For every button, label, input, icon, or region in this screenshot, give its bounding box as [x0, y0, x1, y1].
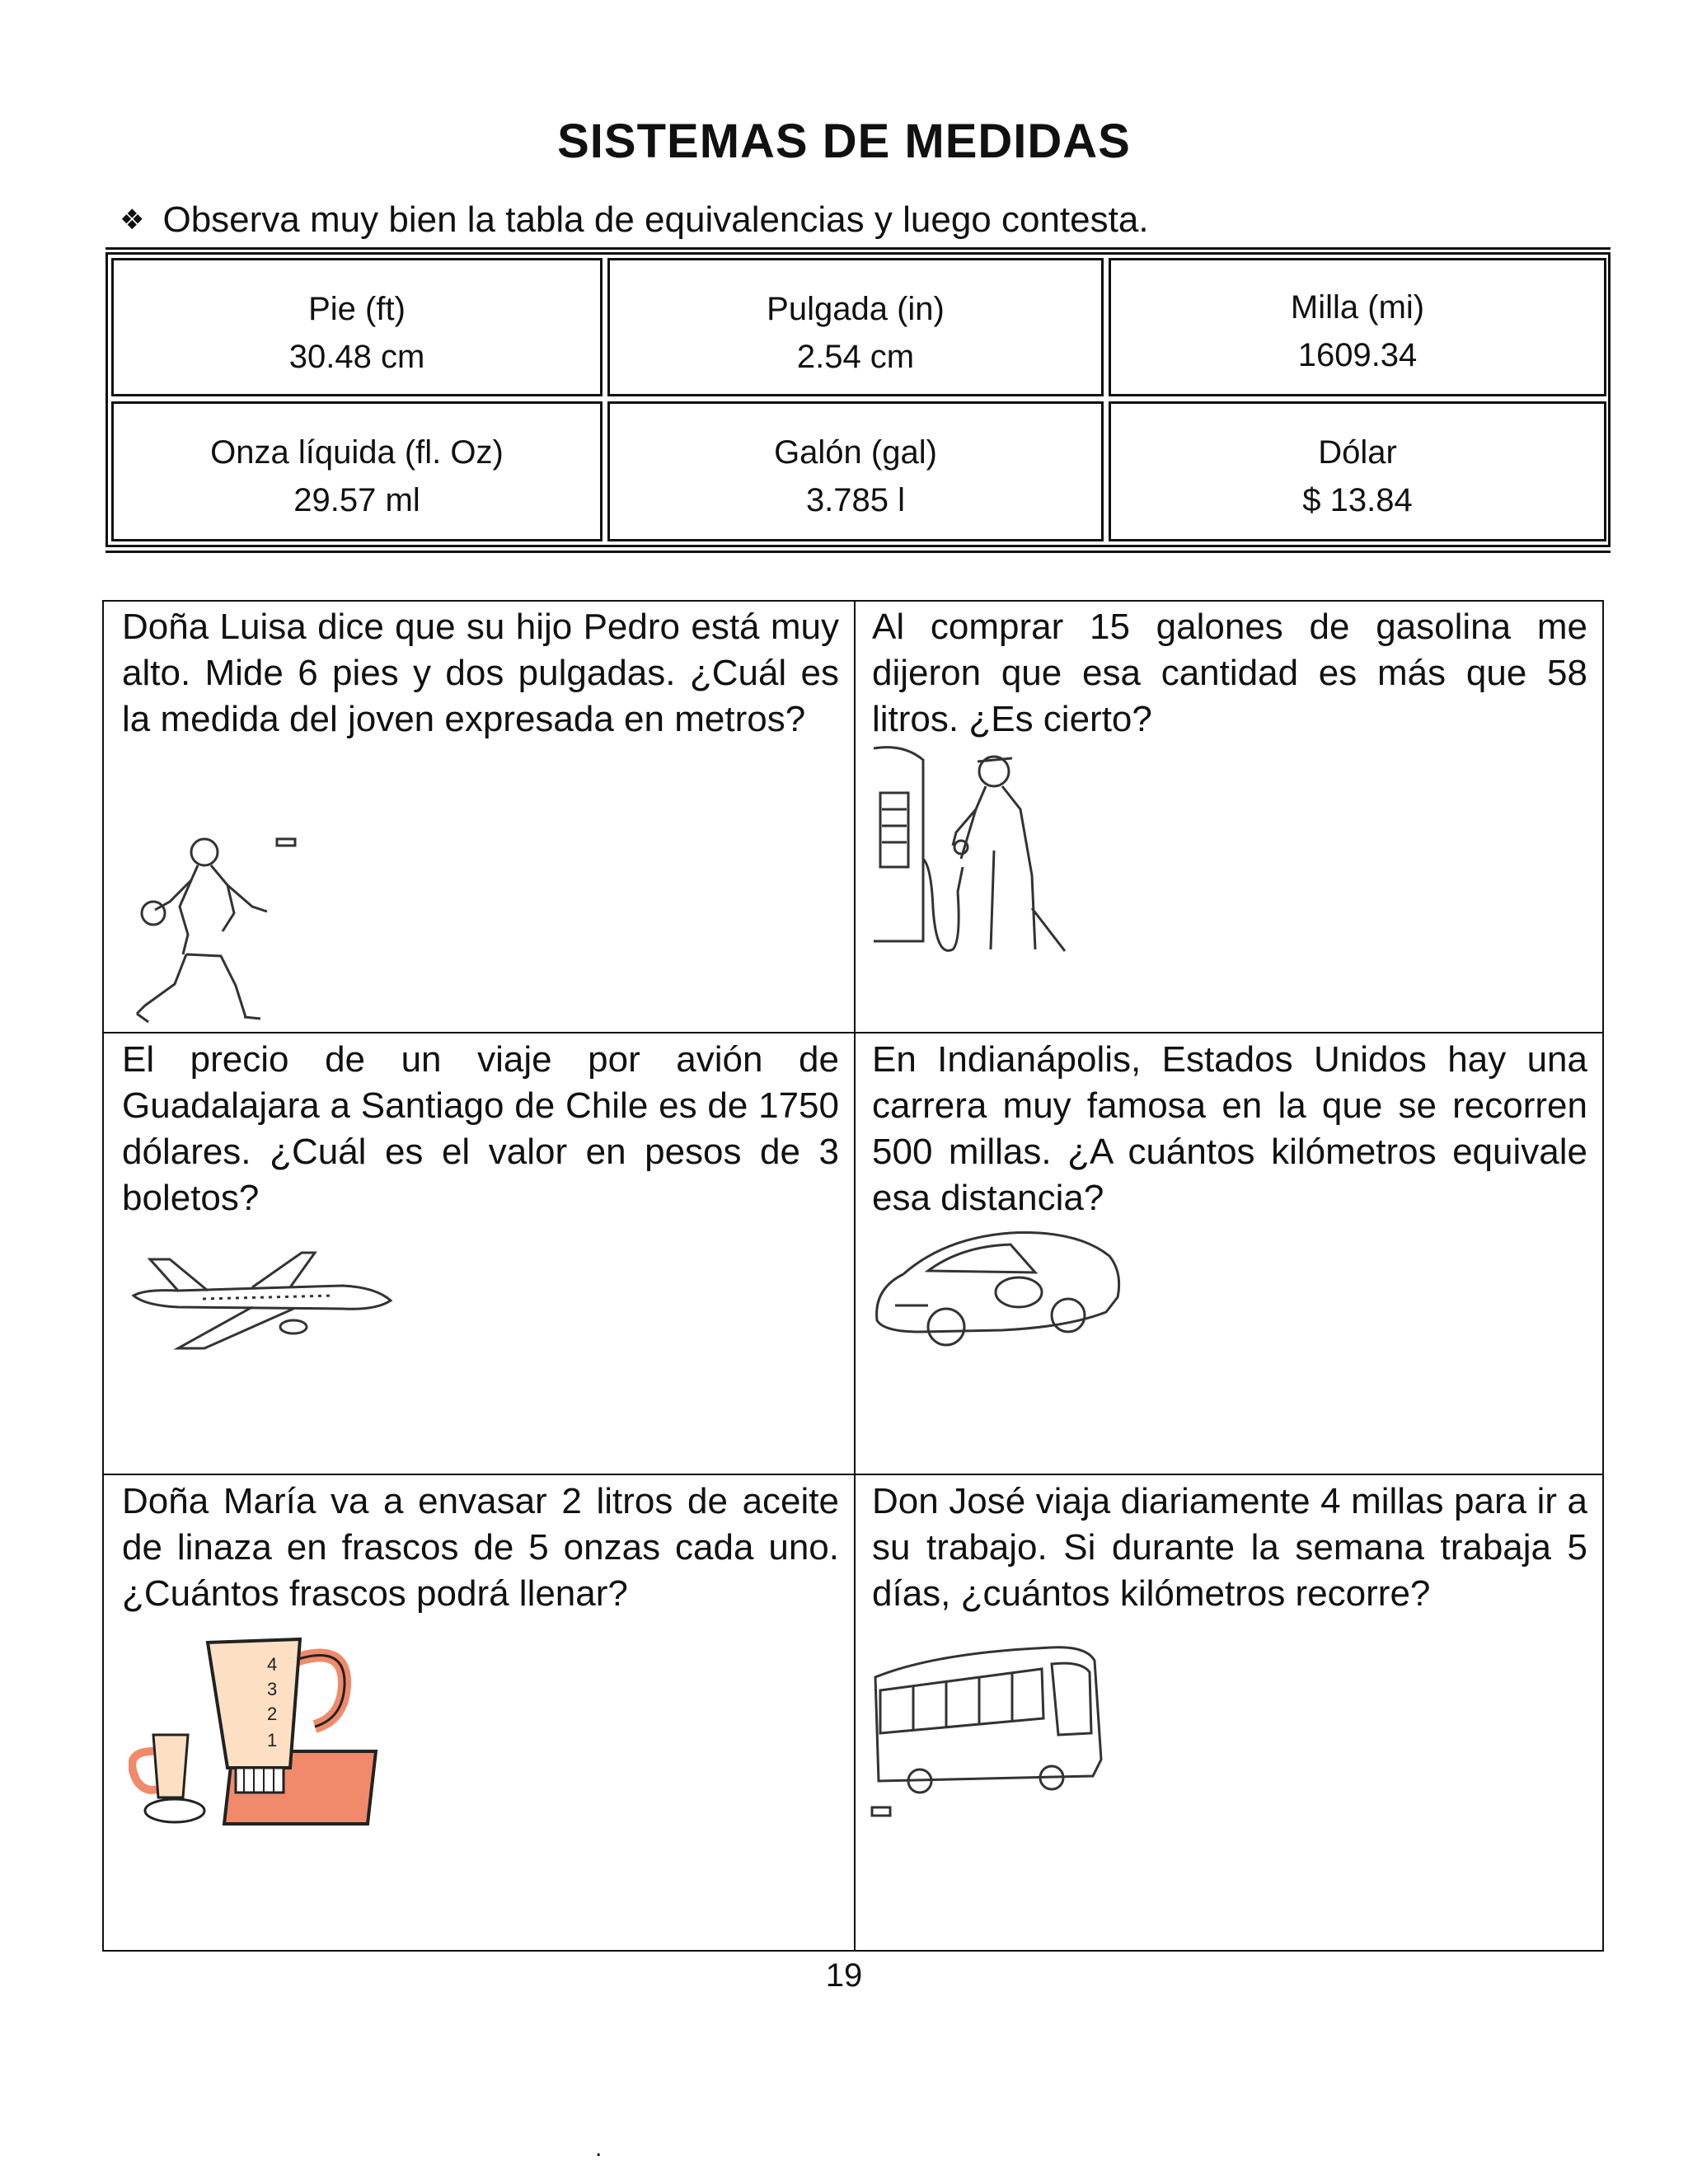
equivalence-cell: Onza líquida (fl. Oz) 29.57 ml — [111, 401, 603, 541]
page-title: SISTEMAS DE MEDIDAS — [557, 115, 1131, 168]
problem-text: El precio de un viaje por avión de Guadalajara a Santiago de Chile es de 1750 dólares. ¿Cuál es el valor en pesos de 3 boletos? — [122, 1039, 839, 1218]
measuring-jug-icon — [129, 1628, 392, 1846]
instruction-text: Observa muy bien la tabla de equivalencias y luego contesta. — [162, 199, 1149, 240]
problem-text: En Indianápolis, Estados Unidos hay una carrera muy famosa en la que se recorren 500 millas. ¿A cuántos kilómetros equivale esa distancia? — [872, 1039, 1587, 1218]
divider — [106, 551, 1611, 553]
problem-text: Don José viaja diariamente 4 millas para ir a su trabajo. Si durante la semana trabaja 5 días, ¿cuántos kilómetros recorre? — [872, 1481, 1587, 1614]
equivalence-cell: Galón (gal) 3.785 l — [607, 401, 1104, 541]
svg-text:4: 4 — [267, 1654, 278, 1675]
equivalence-cell: Pie (ft) 30.48 cm — [111, 258, 603, 396]
row-divider — [104, 1032, 1602, 1033]
problem-cell — [122, 604, 839, 743]
problem-text: Al comprar 15 galones de gasolina me dijeron que esa cantidad es más que 58 litros. ¿Es cierto? — [872, 607, 1587, 739]
column-divider — [854, 602, 856, 1950]
diamond-bullet-icon: ❖ — [120, 204, 145, 236]
problem-cell — [872, 604, 1587, 743]
divider — [106, 247, 1611, 250]
problem-text: Doña María va a envasar 2 litros de aceite de linaza en frascos de 5 onzas cada uno. ¿Cuántos frascos podrá llenar? — [122, 1481, 839, 1614]
airplane-icon — [129, 1244, 401, 1364]
equivalence-table — [106, 252, 1611, 547]
gas-pump-attendant-icon — [870, 743, 1085, 978]
row-divider — [104, 1474, 1602, 1475]
problem-cell — [872, 1037, 1587, 1221]
svg-text:3: 3 — [267, 1679, 278, 1699]
problem-cell — [872, 1479, 1587, 1617]
instruction — [120, 199, 1149, 241]
equivalence-cell: Pulgada (in) 2.54 cm — [607, 258, 1104, 396]
basketball-player-icon — [129, 831, 318, 1029]
page-number: 19 — [825, 1957, 863, 1994]
equivalence-cell: Dólar $ 13.84 — [1109, 401, 1606, 541]
svg-text:2: 2 — [267, 1704, 278, 1724]
problems-table — [102, 600, 1604, 1952]
race-car-icon — [870, 1223, 1126, 1359]
problem-text: Doña Luisa dice que su hijo Pedro está muy alto. Mide 6 pies y dos pulgadas. ¿Cuál es la medida del joven expresada en metros? — [122, 607, 839, 739]
footer-mark: . — [595, 2135, 603, 2162]
equivalence-cell: Milla (mi) 1609.34 — [1109, 258, 1606, 396]
problem-cell — [122, 1037, 839, 1221]
svg-text:1: 1 — [267, 1730, 278, 1750]
bus-icon — [870, 1636, 1118, 1821]
problem-cell — [122, 1479, 839, 1617]
